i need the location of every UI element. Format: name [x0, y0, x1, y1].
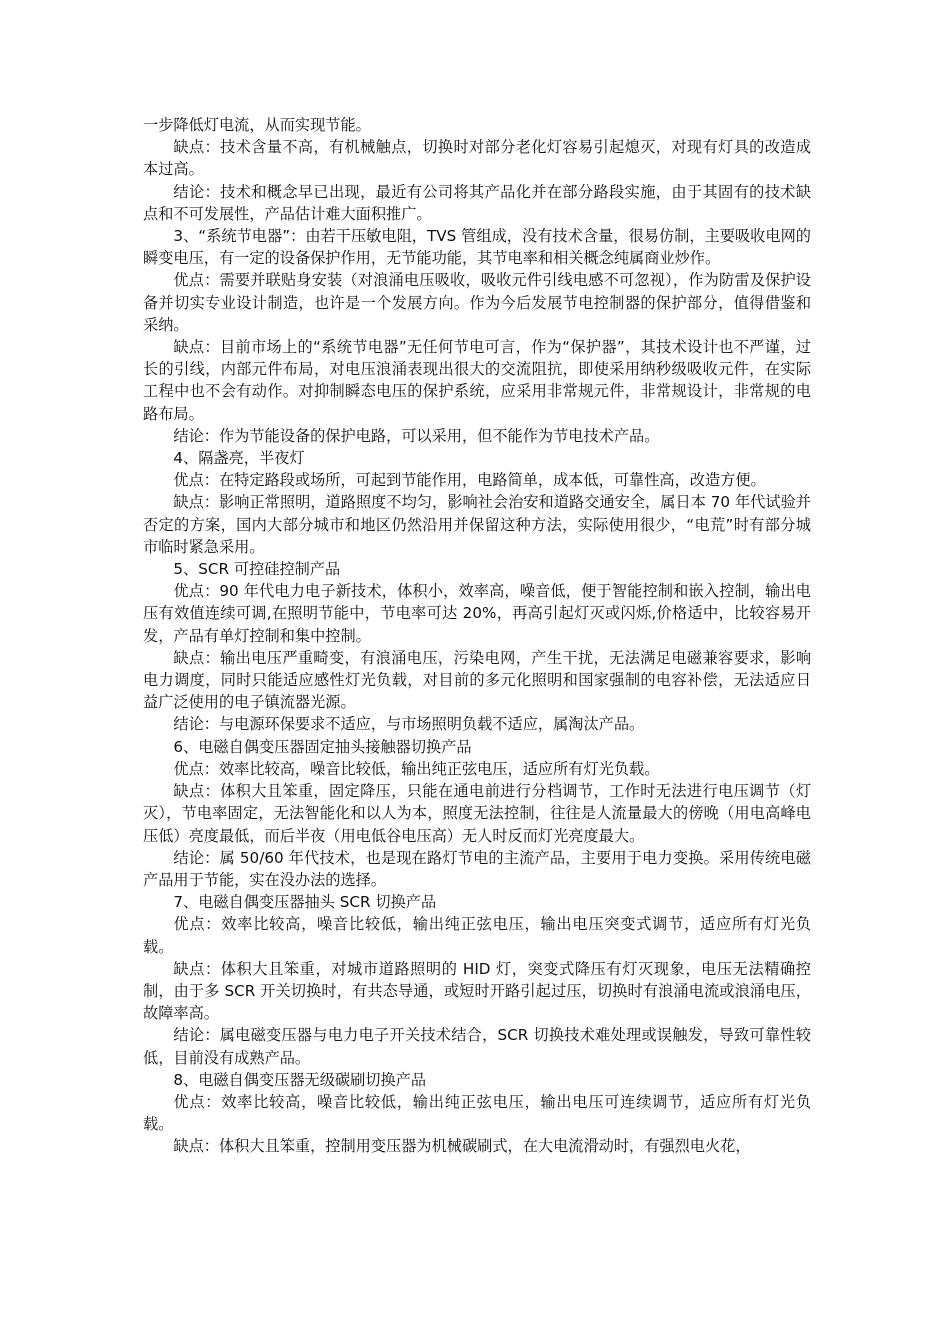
paragraph-conclusion: 结论：作为节能设备的保护电路，可以采用，但不能作为节电技术产品。: [173, 426, 660, 445]
paragraph-continuation: 一步降低灯电流，从而实现节能。: [143, 116, 371, 134]
paragraph-disadvantage: 缺点：体积大且笨重，对城市道路照明的 HID 灯，突变式降压有灯灭现象，电压无法精确控制，由于多 SCR 开关切换时，有共态导通，或短时开路引起过压，切换时有浪涌电流或浪涌电压，故障率高。: [143, 959, 811, 1023]
paragraph-disadvantage: 缺点：影响正常照明，道路照度不均匀，影响社会治安和道路交通安全，属日本 70 年代试验并否定的方案，国内大部分城市和地区仍然沿用并保留这种方法，实际使用很少，“电荒”时有部分城市临时紧急采用。: [143, 493, 811, 556]
document-body: [143, 114, 811, 1158]
paragraph-advantage: 优点：需要并联贴身安装（对浪涌电压吸收，吸收元件引线电感不可忽视），作为防雷及保护设备并切实专业设计制造，也许是一个发展方向。作为今后发展节电控制器的保护部分，值得借鉴和采纳。: [143, 271, 811, 334]
paragraph-advantage: 优点：效率比较高，噪音比较低，输出纯正弦电压，输出电压突变式调节，适应所有灯光负载。: [143, 915, 811, 956]
paragraph-conclusion: 结论：属电磁变压器与电力电子开关技术结合，SCR 切换技术难处理或误触发，导致可靠性较低，目前没有成熟产品。: [143, 1026, 811, 1067]
paragraph-advantage: 优点：效率比较高，噪音比较低，输出纯正弦电压，输出电压可连续调节，适应所有灯光负载。: [143, 1092, 811, 1134]
paragraph-advantage: 优点：90 年代电力电子新技术，体积小，效率高，噪音低，便于智能控制和嵌入控制，输出电压有效值连续可调,在照明节能中，节电率可达 20%，再高引起灯灭或闪烁,价格适中，比较容易开发，产品有单灯控制和集中控制。: [143, 582, 811, 645]
paragraph-disadvantage: 缺点：技术含量不高，有机械触点，切换时对部分老化灯容易引起熄灭，对现有灯具的改造成本过高。: [143, 138, 811, 179]
section-heading-7: 7、电磁自偶变压器抽头 SCR 切换产品: [173, 893, 437, 912]
section-heading-5: 5、SCR 可控硅控制产品: [173, 560, 341, 579]
paragraph-disadvantage: 缺点：体积大且笨重，固定降压，只能在通电前进行分档调节，工作时无法进行电压调节（灯灭），节电率固定，无法智能化和以人为本，照度无法控制，往往是人流量最大的傍晚（用电高峰电压低）亮度最低，而后半夜（用电低谷电压高）无人时反而灯光亮度最大。: [143, 782, 811, 845]
paragraph-conclusion: 结论：技术和概念早已出现，最近有公司将其产品化并在部分路段实施，由于其固有的技术缺点和不可发展性，产品估计难大面积推广。: [143, 182, 811, 223]
paragraph-disadvantage: 缺点：输出电压严重畸变，有浪涌电压，污染电网，产生干扰，无法满足电磁兼容要求，影响电力调度，同时只能适应感性灯光负载，对目前的多元化照明和国家强制的电容补偿，无法适应日益广泛使用的电子镇流器光源。: [143, 648, 811, 712]
paragraph-disadvantage: 缺点：目前市场上的“系统节电器”无任何节电可言，作为“保护器”，其技术设计也不严谨，过长的引线，内部元件布局，对电压浪涌表现出很大的交流阻抗，即使采用纳秒级吸收元件，在实际工程中也不会有动作。对抑制瞬态电压的保护系统，应采用非常规元件，非常规设计，非常规的电路布局。: [143, 338, 811, 423]
section-heading-3: 3、“系统节电器”：由若干压敏电阻，TVS 管组成，没有技术含量，很易仿制，主要吸收电网的瞬变电压，有一定的设备保护作用，无节能功能，其节电率和相关概念纯属商业炒作。: [143, 227, 811, 268]
section-heading-8: 8、电磁自偶变压器无级碳刷切换产品: [173, 1070, 427, 1089]
paragraph-conclusion: 结论：属 50/60 年代技术，也是现在路灯节电的主流产品，主要用于电力变换。采用传统电磁产品用于节能，实在没办法的选择。: [143, 848, 811, 889]
paragraph-advantage: 优点：在特定路段或场所，可起到节能作用，电路简单，成本低，可靠性高，改造方便。: [173, 471, 766, 490]
section-heading-4: 4、隔盏亮，半夜灯: [173, 449, 305, 468]
paragraph-disadvantage: 缺点：体积大且笨重，控制用变压器为机械碳刷式，在大电流滑动时，有强烈电火花，: [173, 1137, 751, 1156]
section-heading-6: 6、电磁自偶变压器固定抽头接触器切换产品: [173, 737, 472, 756]
paragraph-conclusion: 结论：与电源环保要求不适应，与市场照明负载不适应，属淘汰产品。: [173, 715, 645, 734]
paragraph-advantage: 优点：效率比较高，噪音比较低，输出纯正弦电压，适应所有灯光负载。: [173, 759, 660, 778]
